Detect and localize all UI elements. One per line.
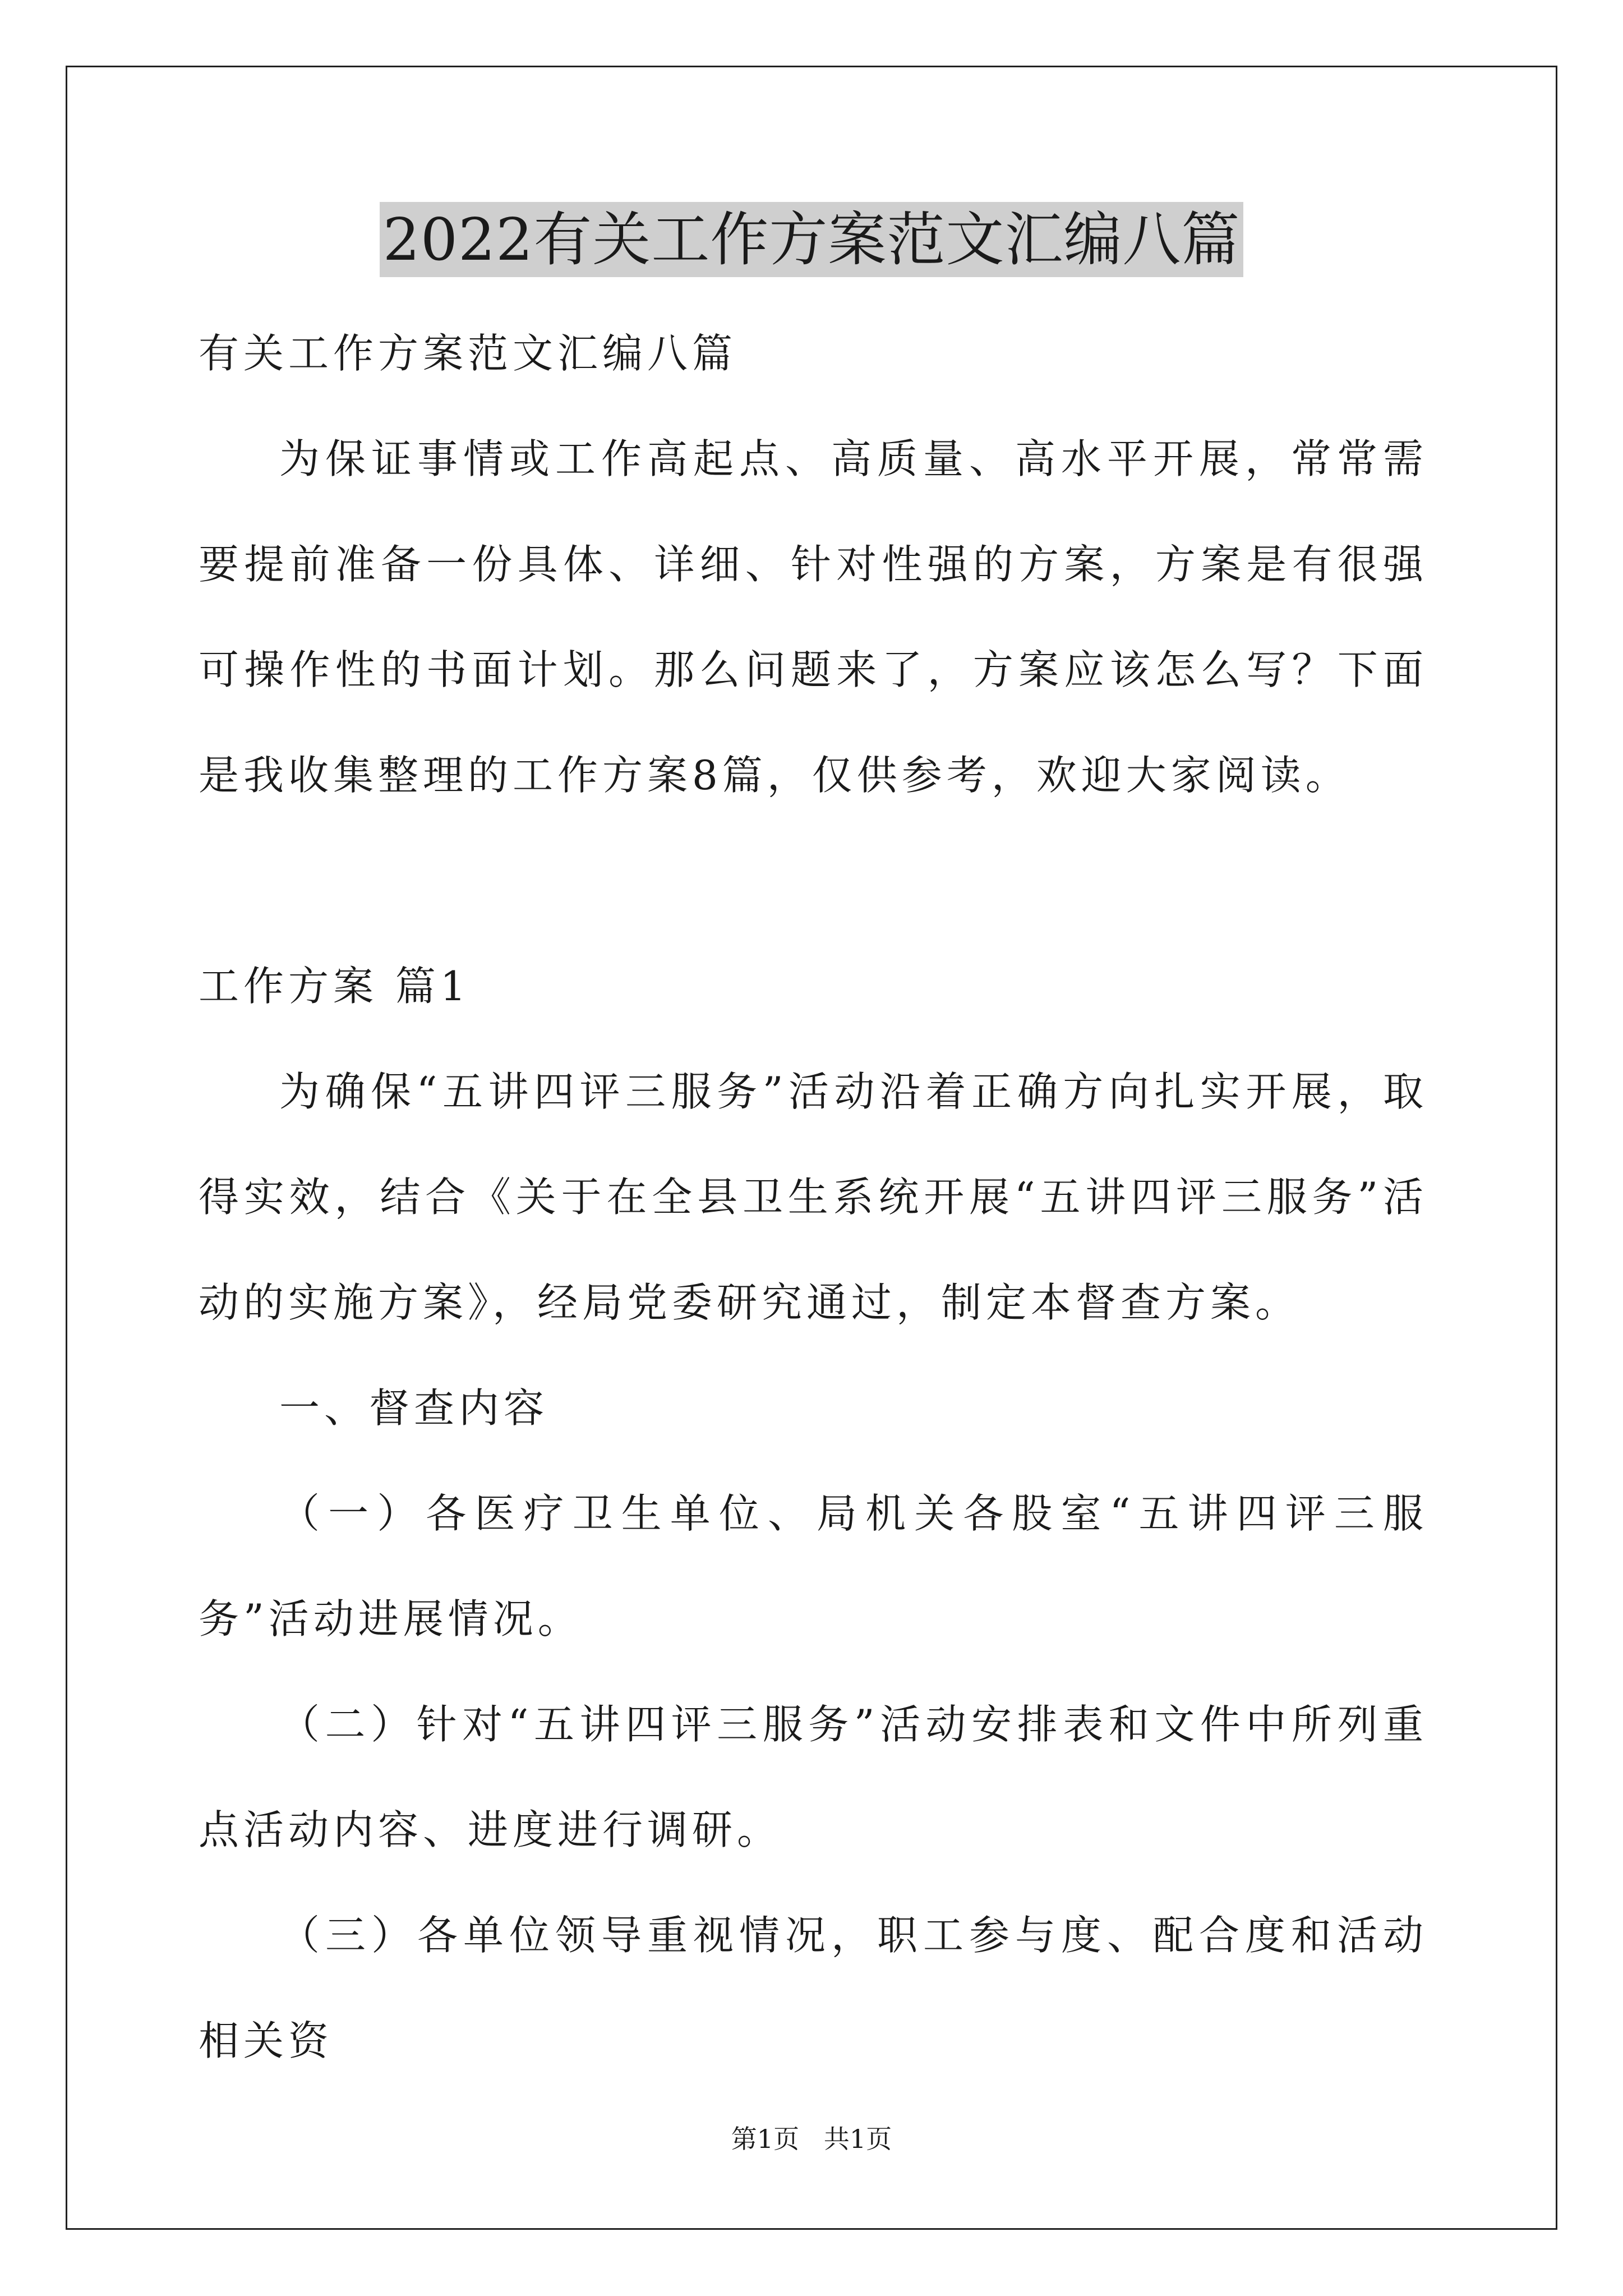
document-title: 2022有关工作方案范文汇编八篇 [380, 202, 1244, 277]
intro-paragraph: 为保证事情或工作高起点、高质量、高水平开展，常常需要提前准备一份具体、详细、针对性强的方案，方案是有很强可操作性的书面计划。那么问题来了，方案应该怎么写？下面是我收集整理的工作方案8篇，仅供参考，欢迎大家阅读。 [199, 435, 1428, 799]
list-item-2: （二）针对“五讲四评三服务”活动安排表和文件中所列重点活动内容、进度进行调研。 [199, 1701, 1428, 1853]
document-body [199, 301, 1428, 2093]
heading-supervision-content: 一、督查内容 [279, 1384, 549, 1432]
section-heading: 工作方案 篇1 [199, 963, 471, 1010]
title-container [0, 202, 1623, 277]
page-footer: 第1页 共1页 [731, 2124, 892, 2154]
document-subtitle: 有关工作方案范文汇编八篇 [199, 330, 737, 377]
list-item-1: （一）各医疗卫生单位、局机关各股室“五讲四评三服务”活动进展情况。 [199, 1490, 1428, 1642]
section-intro-paragraph: 为确保“五讲四评三服务”活动沿着正确方向扎实开展，取得实效，结合《关于在全县卫生系统开展“五讲四评三服务”活动的实施方案》，经局党委研究通过，制定本督查方案。 [199, 1068, 1428, 1326]
paragraph-gap [199, 828, 1428, 933]
list-item-3: （三）各单位领导重视情况，职工参与度、配合度和活动相关资 [199, 1912, 1428, 2064]
